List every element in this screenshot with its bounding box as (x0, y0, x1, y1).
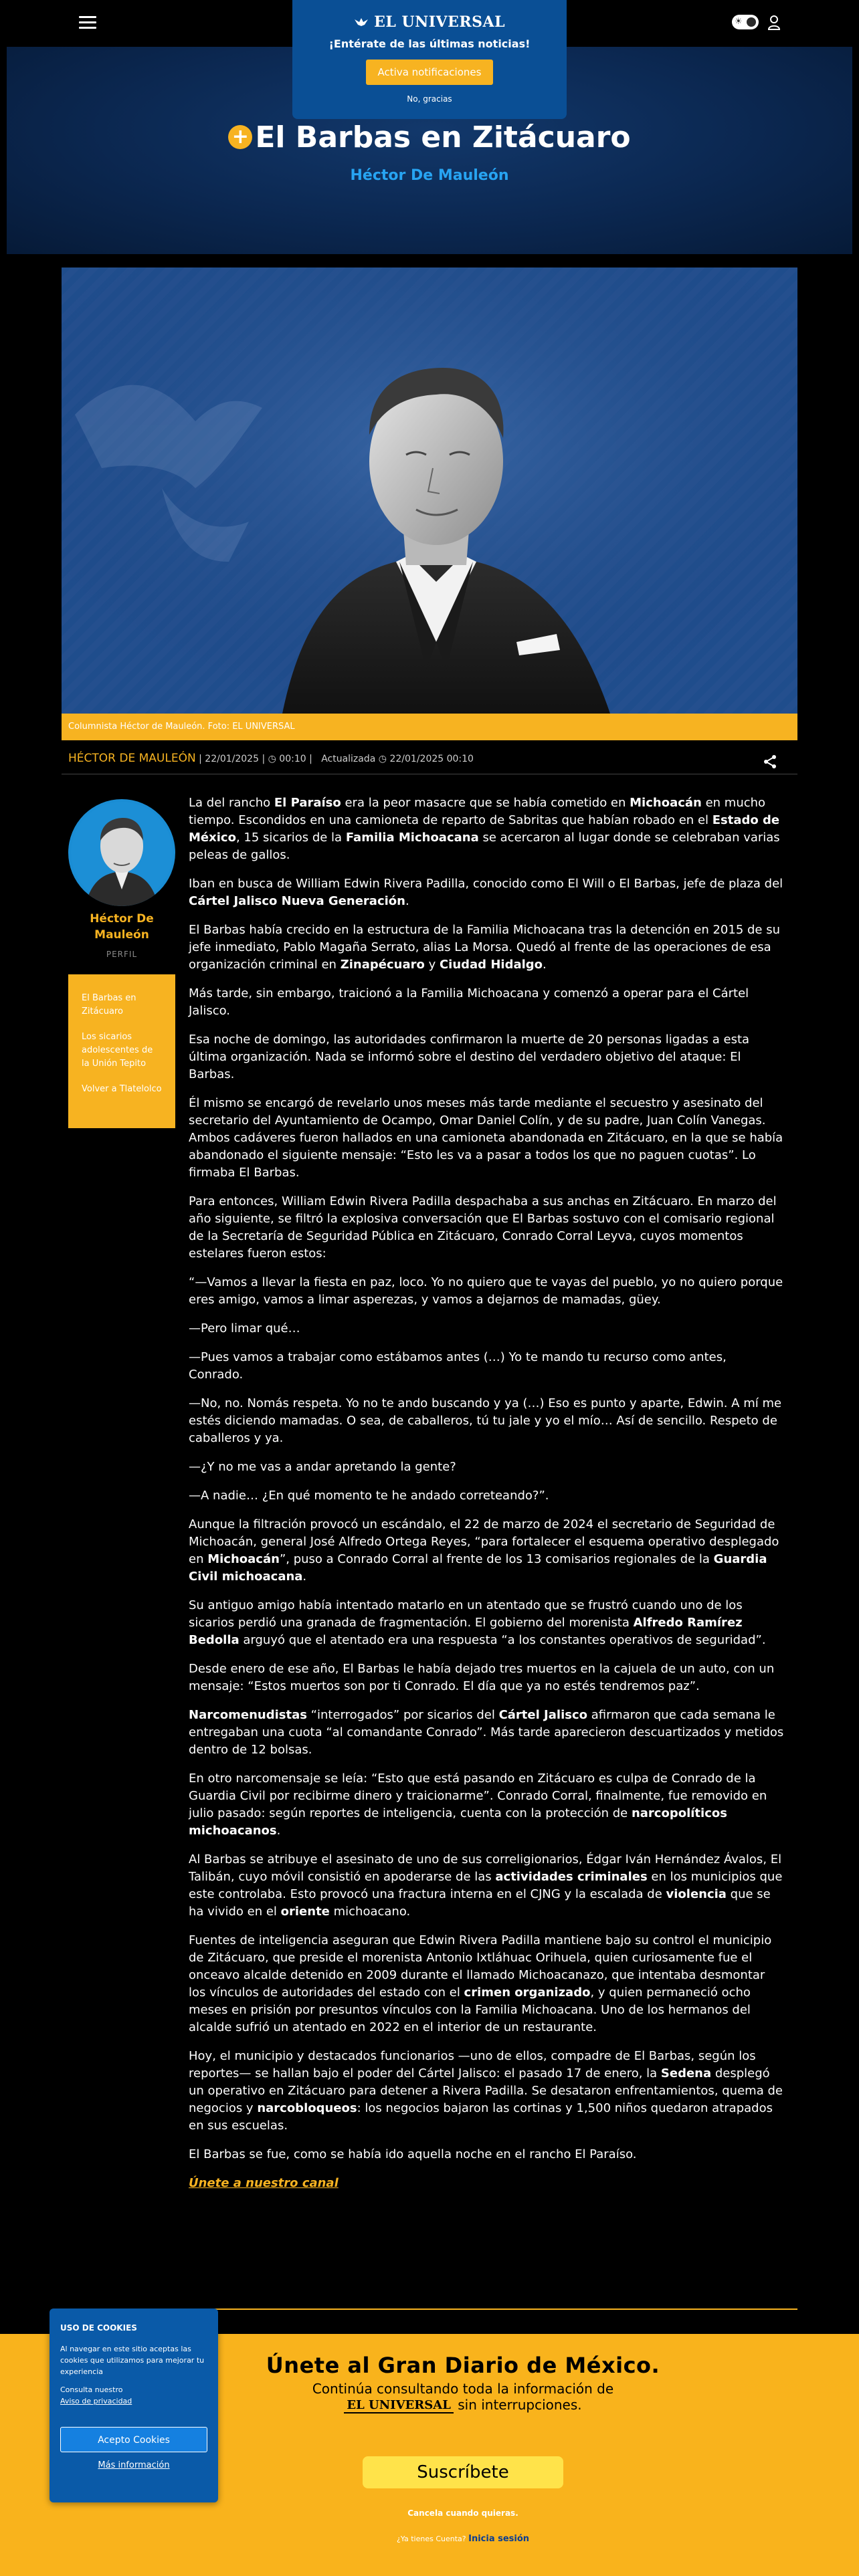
title-text: El Barbas en Zitácuaro (255, 120, 631, 154)
privacy-notice-link[interactable]: Aviso de privacidad (60, 2397, 132, 2405)
article-meta (68, 752, 791, 772)
paragraph: —Pues vamos a trabajar como estábamos antes (…) Yo te mando tu recurso como antes, Conrado. (189, 1350, 727, 1382)
activate-notifications-button[interactable]: Activa notificaciones (366, 60, 494, 85)
sidebar-author-name[interactable]: Héctor De Mauleón (90, 912, 154, 942)
subscribe-line-1: Continúa consultando toda la información de (312, 2381, 614, 2397)
subscribe-cancel-note: Cancela cuando quieras. (407, 2508, 518, 2518)
author-avatar[interactable] (68, 799, 175, 906)
paragraph: —¿Y no me vas a andar apretando la gente? (189, 1460, 456, 1474)
eagle-icon (354, 17, 369, 27)
paragraph: Al Barbas se atribuye el asesinato de uno de sus correligionarios, Édgar Iván Hernández Ávalos, El Talibán, cuyo móvil consistió en apoderarse de las actividades criminales en los municipios que este controlaba. Esto provocó una fractura interna en el CJNG y la escalada de violencia que se ha vivido en el oriente michoacano. (189, 1852, 783, 1919)
el-universal-logo (292, 13, 567, 31)
paragraph: Aunque la filtración provocó un escándalo, el 22 de marzo de 2024 el secretario de Seguridad de Michoacán, general José Alfredo Ortega Reyes, “para fortalecer el esquema operativo desplegado en Michoacán”, puso a Conrado Corral al frente de los 13 comisarios regionales de la Guardia Civil michoacana. (189, 1517, 779, 1584)
paragraph: Narcomenudistas “interrogados” por sicarios del Cártel Jalisco afirmaron que cada semana le entregaban una cuota “al comandante Conrado”. Más tarde aparecieron descuartizados y metidos dentro de 12 bolsas. (189, 1708, 784, 1757)
paragraph: Iban en busca de William Edwin Rivera Padilla, conocido como El Will o El Barbas, jefe de plaza del Cártel Jalisco Nueva Generación. (189, 877, 783, 908)
sun-icon: ☀ (735, 17, 743, 27)
meta-time: 00:10 (279, 754, 306, 764)
sidebar-link[interactable]: El Barbas en Zitácuaro (82, 993, 136, 1016)
cookie-consult: Consulta nuestro (60, 2385, 123, 2394)
paragraph: Fuentes de inteligencia aseguran que Edwin Rivera Padilla mantiene bajo su control el municipio de Zitácuaro, que preside el morenista Antonio Ixtláhuac Orihuela, quien curiosamente fue el onceavo alcalde detenido en 2009 durante el llamado Michoacanazo, que intentaba desmontar los vínculos de autoridades del estado con el crimen organizado, y quien permaneció ocho meses en prisión por presuntos vínculos con la Familia Michoacana. Uno de los hermanos del alcalde sufrió un atentado en 2022 en el interior de un restaurante. (189, 1933, 772, 2034)
paragraph: —No, no. Nomás respeta. Yo no te ando buscando y ya (…) Eso es punto y aparte, Edwin. A mí me estés diciendo mamadas. O sea, de caballeros, tú tu jale y yo el mío… Así de sencillo. Respeto de caballeros y ya. (189, 1396, 782, 1445)
meta-updated-label: Actualizada (321, 754, 376, 764)
paragraph: Su antiguo amigo había intentado matarlo en un atentado que se frustró cuando uno de los sicarios perdió una granada de fragmentación. El gobierno del morenista Alfredo Ramírez Bedolla arguyó que el atentado era una respuesta “a los constantes operativos de seguridad”. (189, 1598, 766, 1647)
subscribe-button[interactable]: Suscríbete (363, 2456, 563, 2488)
sidebar-profile-label[interactable]: PERFIL (106, 950, 138, 959)
meta-date: 22/01/2025 (205, 754, 259, 764)
login-prompt (67, 2534, 859, 2544)
sidebar-link[interactable]: Volver a Tlatelolco (82, 1084, 162, 1094)
meta-updated: 22/01/2025 00:10 (389, 754, 474, 764)
dismiss-notifications-link[interactable]: No, gracias (407, 94, 452, 104)
sidebar-related-box (68, 974, 175, 1128)
columnist-portrait (62, 267, 797, 714)
clock-icon: ◷ (378, 754, 387, 764)
theme-toggle[interactable] (732, 15, 759, 29)
paragraph: Más tarde, sin embargo, traicionó a la Familia Michoacana y comenzó a operar para el Cártel Jalisco. (189, 986, 749, 1018)
meta-separator: | (262, 754, 268, 764)
paragraph: En otro narcomensaje se leía: “Esto que está pasando en Zitácuaro es culpa de Conrado de la Guardia Civil por recibirme dinero y traicionarme”. Conrado Corral, finalmente, fue removido en julio pasado: según reportes de inteligencia, cuenta con la protección de narcopolíticos michoacanos. (189, 1772, 767, 1838)
more-info-link[interactable]: Más información (98, 2460, 170, 2470)
hero-author[interactable]: Héctor De Mauleón (350, 167, 509, 184)
paragraph: Desde enero de ese año, El Barbas le había dejado tres muertos en la cajuela de un auto, con un mensaje: “Estos muertos son por ti Conrado. El día que ya no estés tendremos paz”. (189, 1662, 775, 1693)
avatar-portrait (68, 799, 175, 906)
meta-author[interactable]: HÉCTOR DE MAULEÓN (68, 752, 196, 765)
photo-caption-bar (62, 714, 797, 740)
paragraph: —A nadie… ¿En qué momento te he andado correteando?”. (189, 1489, 549, 1503)
photo-caption: Columnista Héctor de Mauleón. Foto: EL UNIVERSAL (68, 722, 295, 732)
paragraph: Él mismo se encargó de revelarlo unos meses más tarde mediante el secuestro y asesinato del secretario del Ayuntamiento de Ocampo, Omar Daniel Colín, y de su padre, Juan Colín Vanegas. Ambos cadáveres fueron hallados en una camioneta abandonada en Zitácuaro, en la que se había abandonado el siguiente mensaje: “Esto les va a pasar a todos los que no paguen cuotas”. Lo firmaba El Barbas. (189, 1096, 783, 1180)
meta-separator: | (199, 754, 205, 764)
user-icon[interactable] (767, 15, 781, 31)
cookie-privacy-wrap (60, 2395, 207, 2407)
login-prompt-text: ¿Ya tienes Cuenta? (396, 2535, 466, 2543)
clock-icon: ◷ (268, 754, 276, 764)
sidebar-link[interactable]: Los sicarios adolescentes de la Unión Tepito (82, 1032, 153, 1069)
article-title (7, 120, 852, 154)
paragraph: “—Vamos a llevar la fiesta en paz, loco. Yo no quiero que te vayas del pueblo, yo no quiero porque eres amigo, vamos a limar asperezas, y vamos a dejarnos de mamadas, güey. (189, 1275, 783, 1307)
paragraph: Esa noche de domingo, las autoridades confirmaron la muerte de 20 personas ligadas a esta última organización. Nada se informó sobre el destino del verdadero objetivo del ataque: El Barbas. (189, 1033, 750, 1081)
article-photo (62, 267, 797, 714)
logo-text: EL UNIVERSAL (374, 13, 506, 31)
accept-cookies-button[interactable]: Acepto Cookies (60, 2427, 207, 2452)
paragraph (189, 2175, 784, 2192)
hamburger-icon[interactable] (79, 16, 96, 29)
cookie-text: Al navegar en este sitio aceptas las cookies que utilizamos para mejorar tu experiencia (60, 2345, 205, 2376)
paragraph: Para entonces, William Edwin Rivera Padilla despachaba a sus anchas en Zitácuaro. En marzo del año siguiente, se filtró la explosiva conversación que El Barbas sostuvo con el comisario regional de la Secretaría de Seguridad Pública en Zitácuaro, Conrado Corral Leyva, cuyos momentos estelares fueron estos: (189, 1194, 777, 1261)
subscribe-title: Únete al Gran Diario de México. (266, 2353, 660, 2378)
paragraph: Hoy, el municipio y destacados funcionarios —uno de ellos, compadre de El Barbas, según los reportes— se hallan bajo el poder del Cártel Jalisco: el pasado 17 de enero, la Sedena desplegó un operativo en Zitácuaro para detener a Rivera Padilla. Se desataron enfrentamientos, quema de negocios y narcobloqueos: los negocios bajaron las cortinas y 1,500 niños quedaron atrapados en sus escuelas. (189, 2049, 783, 2133)
cookie-title: USO DE COOKIES (60, 2323, 137, 2333)
notification-popup (292, 0, 567, 119)
join-channel-link[interactable]: Únete a nuestro canal (189, 2176, 339, 2190)
meta-separator: | (309, 754, 318, 764)
cookie-consent-popup (50, 2309, 218, 2502)
paragraph: La del rancho El Paraíso era la peor masacre que se había cometido en Michoacán en mucho tiempo. Escondidos en una camioneta de reparto de Sabritas que habían robado en el Estado de México, 15 sicarios de la Familia Michoacana se acercaron al lugar donde se celebraban varias peleas de gallos. (189, 796, 780, 862)
plus-icon: + (228, 125, 252, 149)
share-icon[interactable] (763, 754, 777, 769)
el-universal-logo: EL UNIVERSAL (344, 2398, 453, 2413)
toggle-knob (745, 16, 757, 28)
paragraph: El Barbas se fue, como se había ido aquella noche en el rancho El Paraíso. (189, 2147, 637, 2161)
article-body (189, 794, 784, 2204)
paragraph: El Barbas había crecido en la estructura de la Familia Michoacana tras la detención en 2015 de su jefe inmediato, Pablo Magaña Serrato, alias La Morsa. Quedó al frente de las operaciones de esa organización criminal en Zinapécuaro y Ciudad Hidalgo. (189, 923, 780, 972)
notification-message: ¡Entérate de las últimas noticias! (328, 37, 531, 50)
login-link[interactable]: Inicia sesión (468, 2534, 530, 2544)
paragraph: —Pero limar qué… (189, 1321, 300, 1335)
subscribe-line-2-text: sin interrupciones. (453, 2397, 582, 2413)
